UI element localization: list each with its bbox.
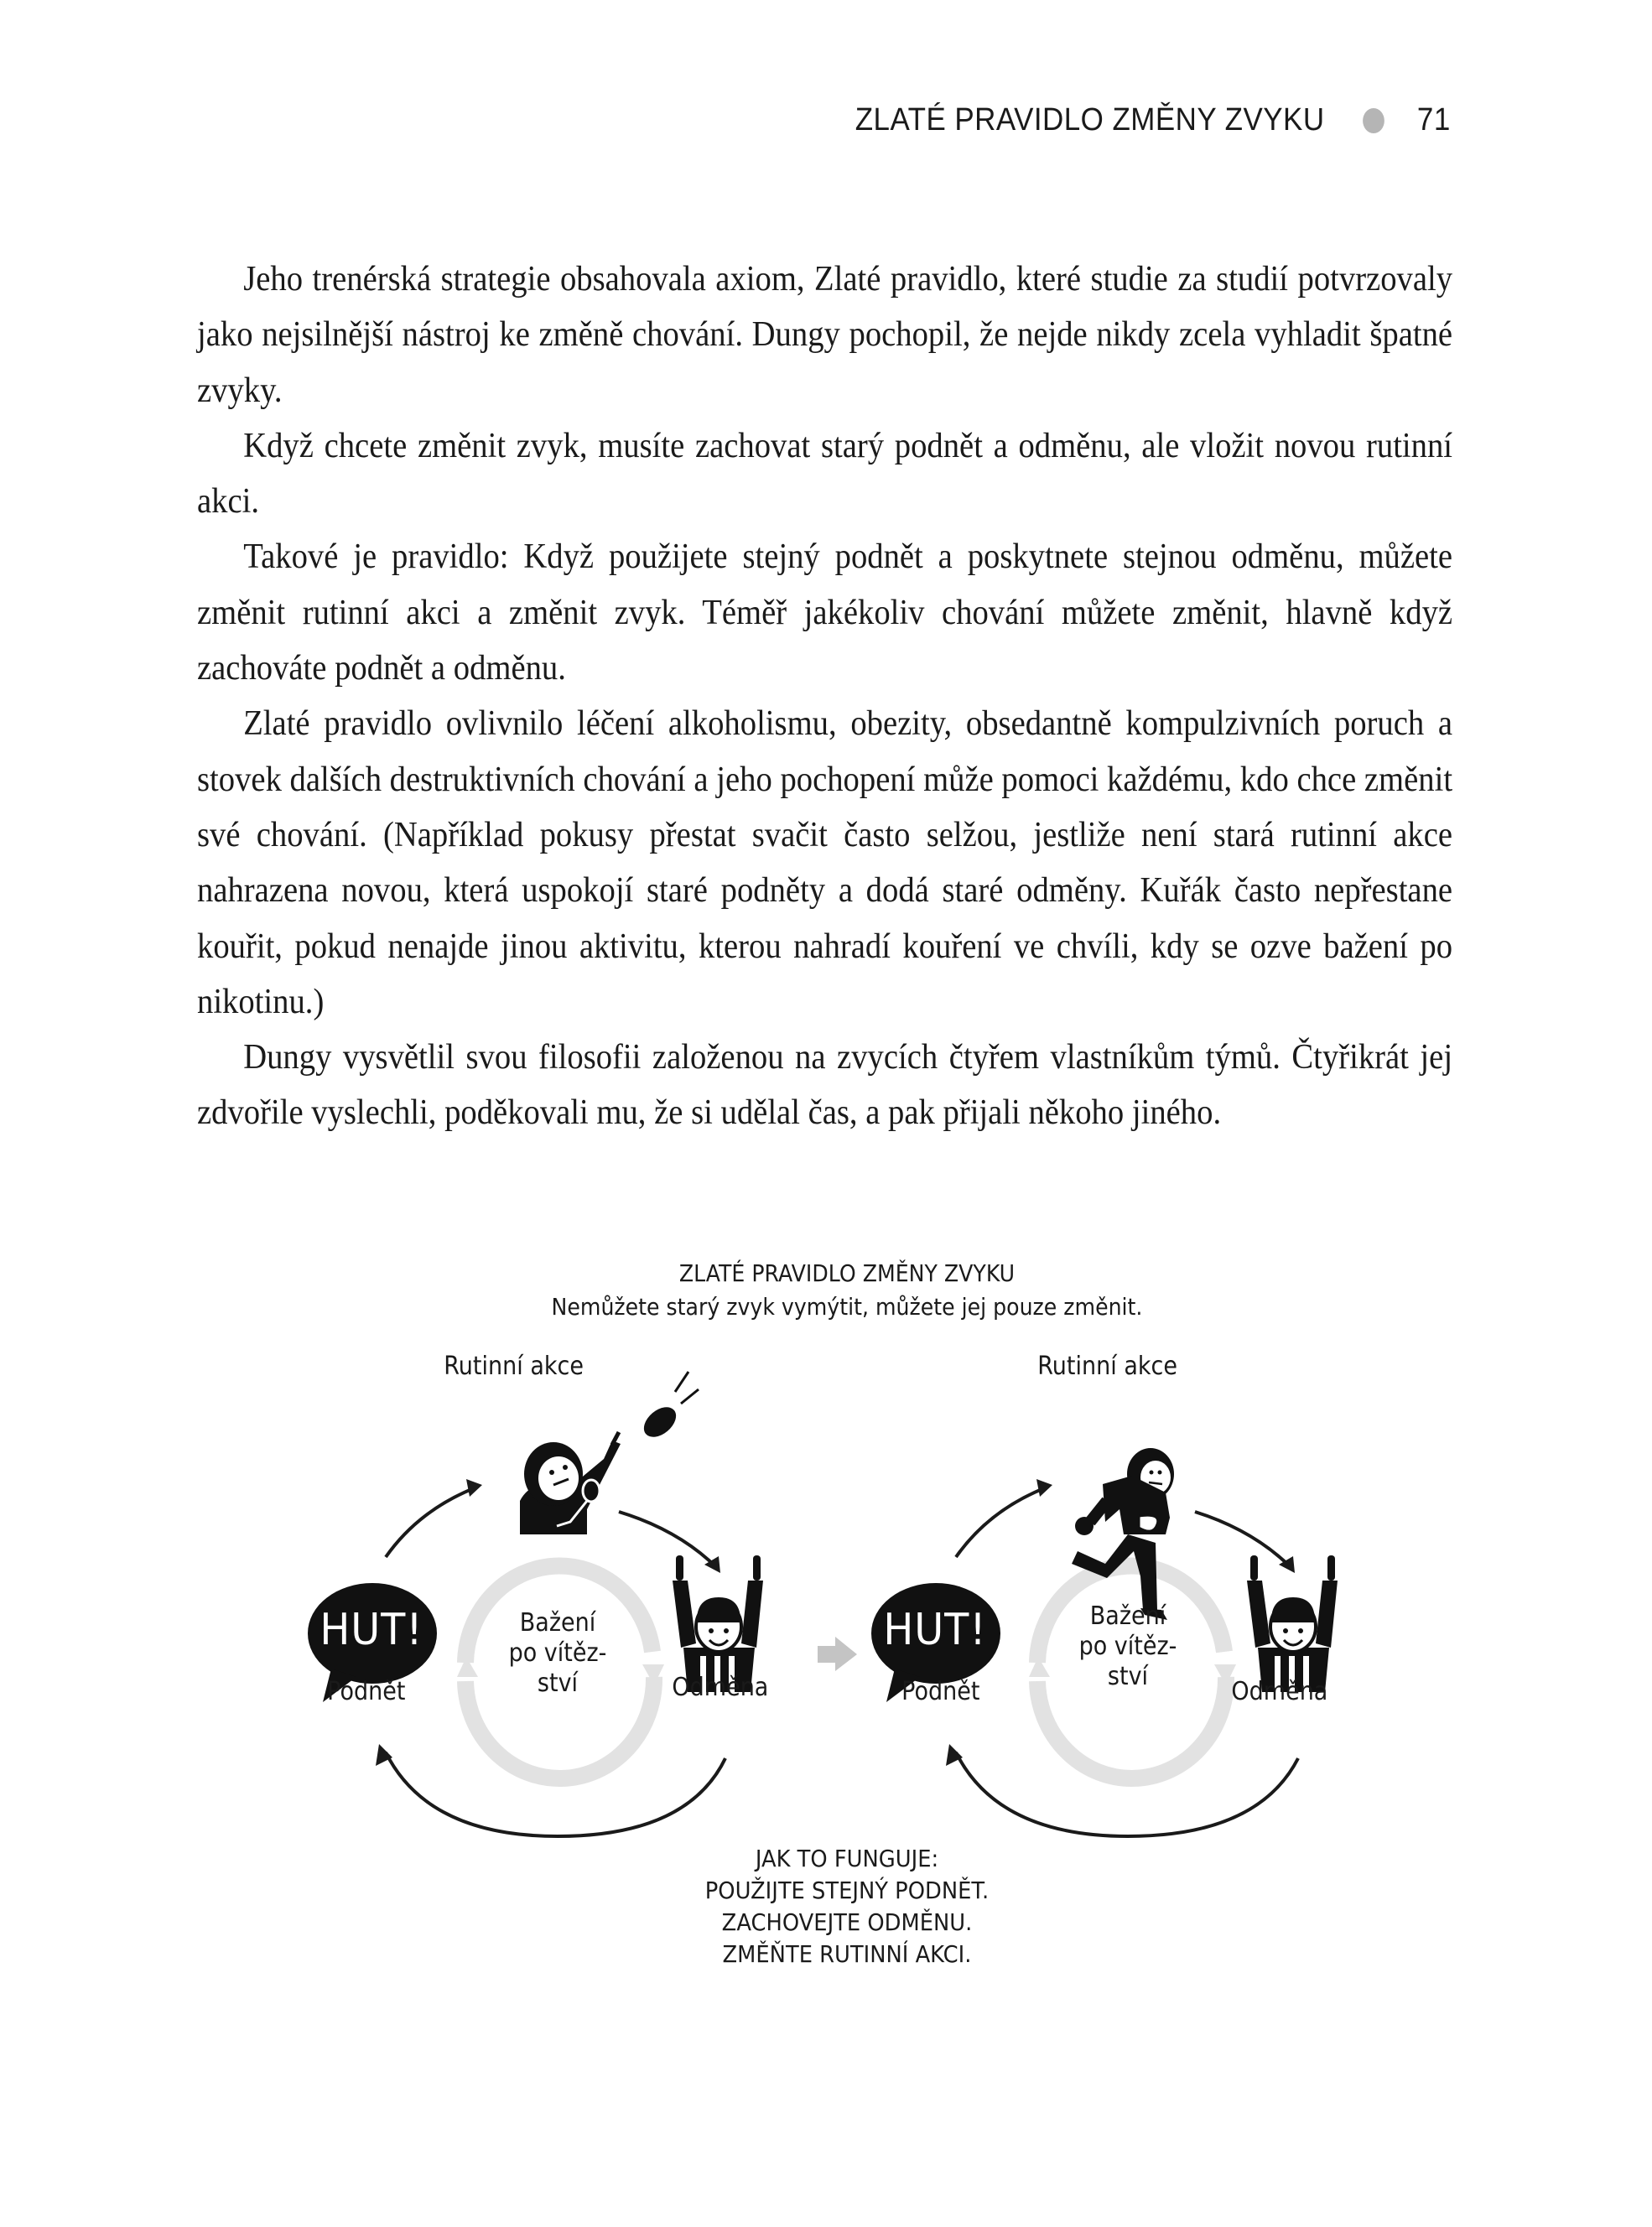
craving-line: po vítěz- [508,1638,607,1668]
cue-bubble-text: HUT! [883,1605,987,1655]
arrow-cue-to-routine-icon [956,1487,1048,1557]
arrow-reward-to-cue-icon [956,1752,1298,1836]
paragraph: Dungy vysvětlil svou filosofii založenou na zvycích čtyřem vlastníkům týmů. Čtyřikrát jej zdvořile vyslechli, poděkovali mu, že si udělal čas, a pak přijali někoho jiného. [197,1038,1453,1133]
craving-line: Bažení [1089,1601,1166,1631]
how-it-works-line: ZACHOVEJTE ODMĚNU. [721,1908,973,1936]
arrowhead-icon [466,1479,482,1497]
arrow-routine-to-reward-icon [1195,1512,1291,1568]
arrow-reward-to-cue-icon [386,1752,725,1836]
page-number: 71 [1417,102,1451,138]
how-it-works-line: JAK TO FUNGUJE: [755,1845,939,1872]
transition-arrow-icon [818,1637,857,1671]
routine-label: Rutinní akce [1037,1352,1177,1381]
how-it-works-line: ZMĚŇTE RUTINNÍ AKCI. [722,1940,972,1968]
craving-label [1079,1601,1177,1692]
reward-label: Odměna [1231,1677,1328,1706]
referee-icon [1247,1555,1338,1692]
figure-title: ZLATÉ PRAVIDLO ZMĚNY ZVYKU [678,1259,1016,1287]
arrow-routine-to-reward-icon [619,1512,717,1568]
football-player-catching-icon [520,1372,699,1534]
cue-label: Podnět [901,1677,980,1706]
how-it-works [68,1843,1626,1970]
paragraph: Takové je pravidlo: Když použijete stejný podnět a poskytnete stejnou odměnu, můžete změnit rutinní akci a změnit zvyk. Téměř jakékoliv chování můžete změnit, hlavně když zachováte podnět a odměnu. [197,537,1453,688]
craving-line: ství [537,1669,579,1698]
arrow-cue-to-routine-icon [386,1487,478,1557]
cue-bubble-text: HUT! [319,1605,423,1655]
referee-icon [673,1555,763,1692]
arrowhead-icon [1036,1479,1052,1497]
routine-label: Rutinní akce [444,1352,584,1381]
chapter-title: ZLATÉ PRAVIDLO ZMĚNY ZVYKU [855,102,1325,138]
craving-line: po vítěz- [1078,1632,1177,1661]
football-player-running-icon [1072,1448,1174,1620]
paragraph: Když chcete změnit zvyk, musíte zachovat starý podnět a odměnu, ale vložit novou rutinní akci. [197,426,1453,522]
craving-label [509,1608,607,1699]
loop-1 [308,1372,763,1836]
how-it-works-line: POUŽIJTE STEJNÝ PODNĚT. [704,1877,990,1904]
reward-label: Odměna [672,1673,769,1702]
cue-label: Podnět [327,1677,406,1706]
craving-line: ství [1107,1662,1149,1691]
figure-subtitle: Nemůžete starý zvyk vymýtit, můžete jej pouze změnit. [551,1293,1143,1321]
paragraph: Zlaté pravidlo ovlivnilo léčení alkoholismu, obezity, obsedantně kompulzivních poruch a stovek dalších destruktivních chování a jeho pochopení může pomoci každému, kdo chce změnit své chování. (Například pokusy přestat svačit často selžou, jestliže není stará rutinní akce nahrazena novou, která uspokojí staré podněty a dodá staré odměny. Kuřák často nepřestane kouřit, pokud nenajde jinou aktivitu, kterou nahradí kouření ve chvíli, kdy se ozve bažení po nikotinu.) [197,704,1453,1021]
craving-line: Bažení [519,1608,596,1638]
paragraph: Jeho trenérská strategie obsahovala axiom, Zlaté pravidlo, které studie za studií potvrzovaly jako nejsilnější nástroj ke změně chování. Dungy pochopil, že nejde nikdy zcela vyhladit špatné zvyky. [197,260,1453,410]
